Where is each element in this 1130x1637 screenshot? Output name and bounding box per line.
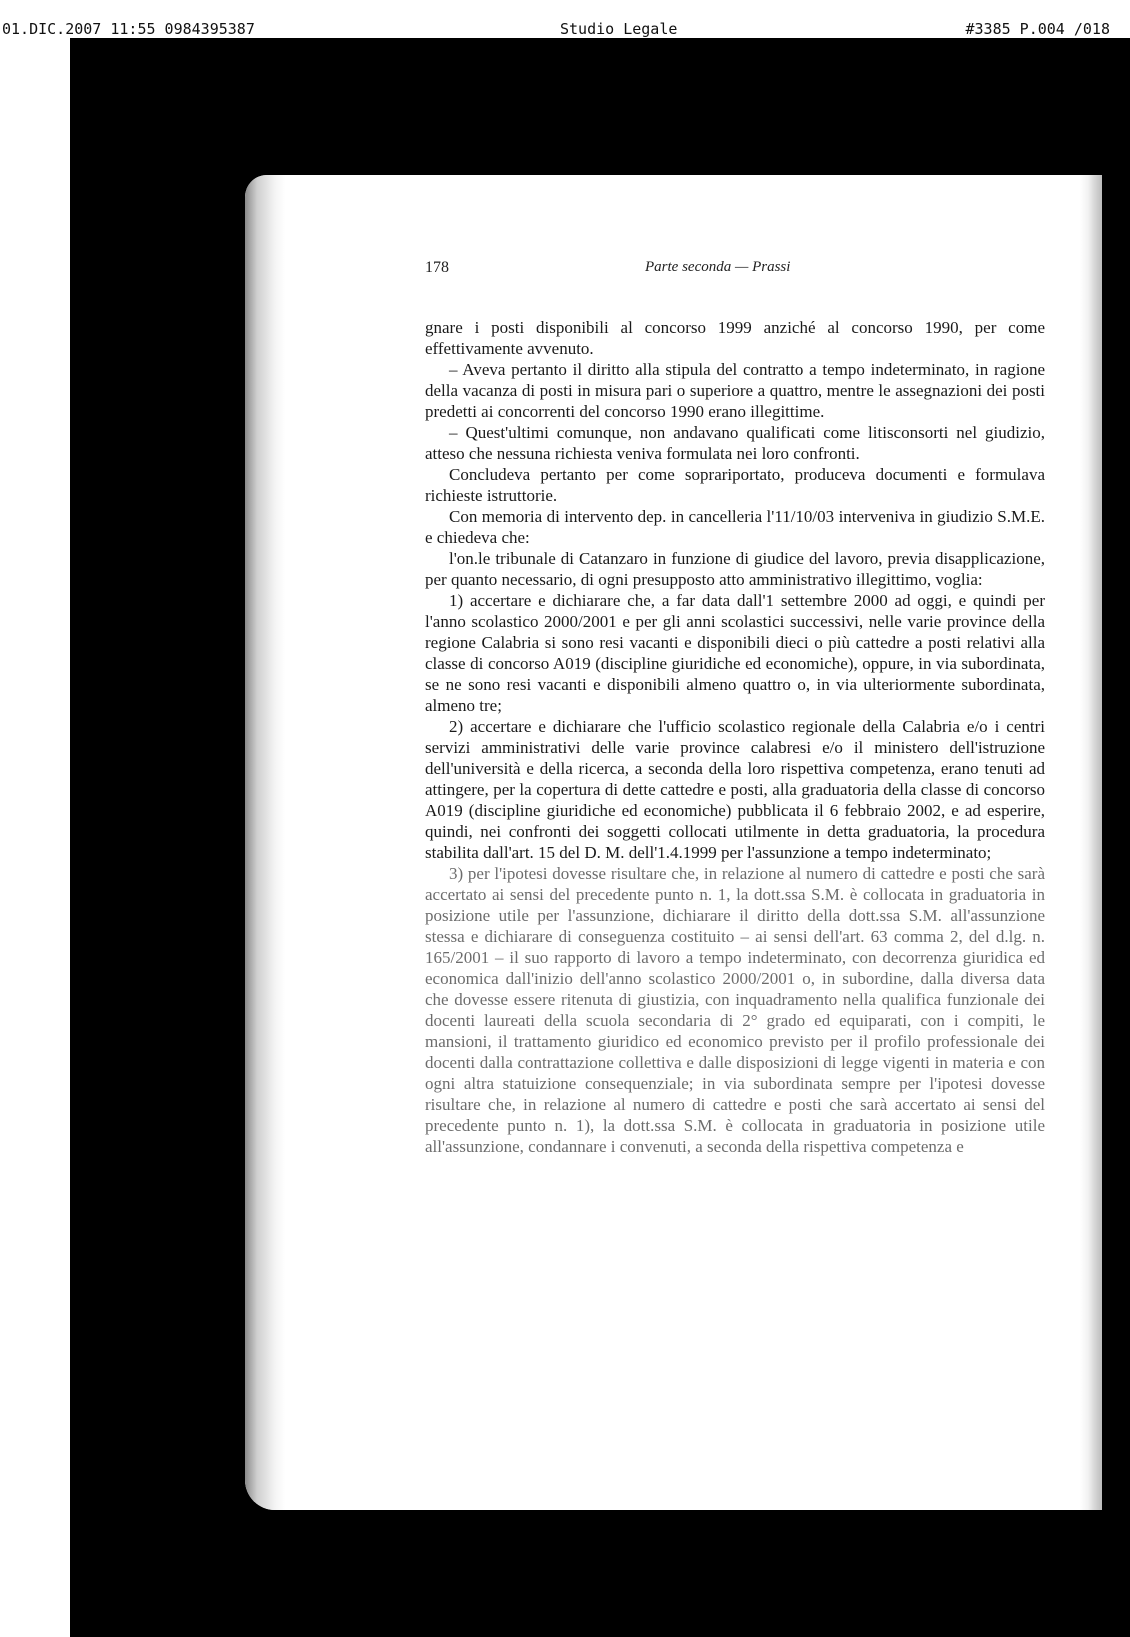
fax-sender: Studio Legale bbox=[560, 20, 678, 38]
book-page bbox=[245, 175, 1102, 1510]
paragraph: Con memoria di intervento dep. in cancelleria l'11/10/03 interveniva in giudizio S.M.E. e chiedeva che: bbox=[425, 507, 1045, 547]
paragraph: l'on.le tribunale di Catanzaro in funzione di giudice del lavoro, previa disapplicazione, per quanto necessario, di ogni presupposto atto amministrativo illegittimo, voglia: bbox=[425, 549, 1045, 589]
page-gutter-shadow bbox=[245, 175, 285, 1510]
paragraph: gnare i posti disponibili al concorso 1999 anziché al concorso 1990, per come effettivamente avvenuto. bbox=[425, 318, 1045, 358]
running-title: Parte seconda — Prassi bbox=[645, 259, 791, 275]
paragraph: 1) accertare e dichiarare che, a far data dall'1 settembre 2000 ad oggi, e quindi per l'anno scolastico 2000/2001 e per gli anni scolastici successivi, nelle varie province della regione Calabria si sono resi vacanti e disponibili dieci o più cattedre a posti relativi alla classe di concorso A019 (discipline giuridiche ed economiche), oppure, in via subordinata, se ne sono resi vacanti e disponibili almeno quattro o, in via ulteriormente subordinata, almeno tre; bbox=[425, 591, 1045, 715]
paragraph: 2) accertare e dichiarare che l'ufficio scolastico regionale della Calabria e/o i centri servizi amministrativi delle varie province calabresi e/o il ministero dell'istruzione dell'università e della ricerca, a seconda della loro rispettiva competenza, erano tenuti ad attingere, per la copertura di dette cattedre e posti, alla graduatoria della classe di concorso A019 (discipline giuridiche ed economiche) pubblicata il 6 febbraio 2002, e ad esperire, quindi, nei confronti dei soggetti collocati utilmente in detta graduatoria, la procedura stabilita dall'art. 15 del D. M. dell'1.4.1999 per l'assunzione a tempo indeterminato; bbox=[425, 717, 1045, 862]
running-head bbox=[425, 259, 1015, 283]
page-number: 178 bbox=[425, 259, 449, 276]
fax-timestamp: 01.DIC.2007 11:55 0984395387 bbox=[2, 20, 255, 38]
paragraph: – Quest'ultimi comunque, non andavano qualificati come litisconsorti nel giudizio, atteso che nessuna richiesta veniva formulata nei loro confronti. bbox=[425, 423, 1045, 463]
page-edge-shadow bbox=[1080, 175, 1102, 1510]
paragraph: – Aveva pertanto il diritto alla stipula del contratto a tempo indeterminato, in ragione della vacanza di posti in misura pari o superiore a quattro, mentre le assegnazioni dei posti predetti ai concorrenti del concorso 1990 erano illegittime. bbox=[425, 360, 1045, 421]
body-text bbox=[425, 317, 1045, 1157]
fax-page-counter: #3385 P.004 /018 bbox=[965, 20, 1110, 38]
paragraph: Concludeva pertanto per come soprariportato, produceva documenti e formulava richieste istruttorie. bbox=[425, 465, 1045, 505]
paragraph: 3) per l'ipotesi dovesse risultare che, in relazione al numero di cattedre e posti che sarà accertato ai sensi del precedente punto n. 1, la dott.ssa S.M. è collocata in graduatoria in posizione utile per l'assunzione, dichiarare il diritto della dott.ssa S.M. all'assunzione stessa e dichiarare di conseguenza costituito – ai sensi dell'art. 63 comma 2, del d.lg. n. 165/2001 – il suo rapporto di lavoro a tempo indeterminato, con decorrenza giuridica ed economica dall'inizio dell'anno scolastico 2000/2001 o, in subordine, dalla diversa data che dovesse essere ritenuta di giustizia, con inquadramento nella qualifica funzionale dei docenti laureati della scuola secondaria di 2° grado ed equiparati, con i compiti, le mansioni, il trattamento giuridico ed economico previsto per il profilo professionale dei docenti dalla contrattazione collettiva e dalle disposizioni di legge vigenti in materia e con ogni altra statuizione consequenziale; in via subordinata sempre per l'ipotesi dovesse risultare che, in relazione al numero di cattedre e posti che sarà accertato ai sensi del precedente punto n. 1), la dott.ssa S.M. è collocata in graduatoria in posizione utile all'assunzione, condannare i convenuti, a seconda della rispettiva competenza e bbox=[425, 864, 1045, 1156]
fax-header bbox=[0, 0, 1130, 38]
